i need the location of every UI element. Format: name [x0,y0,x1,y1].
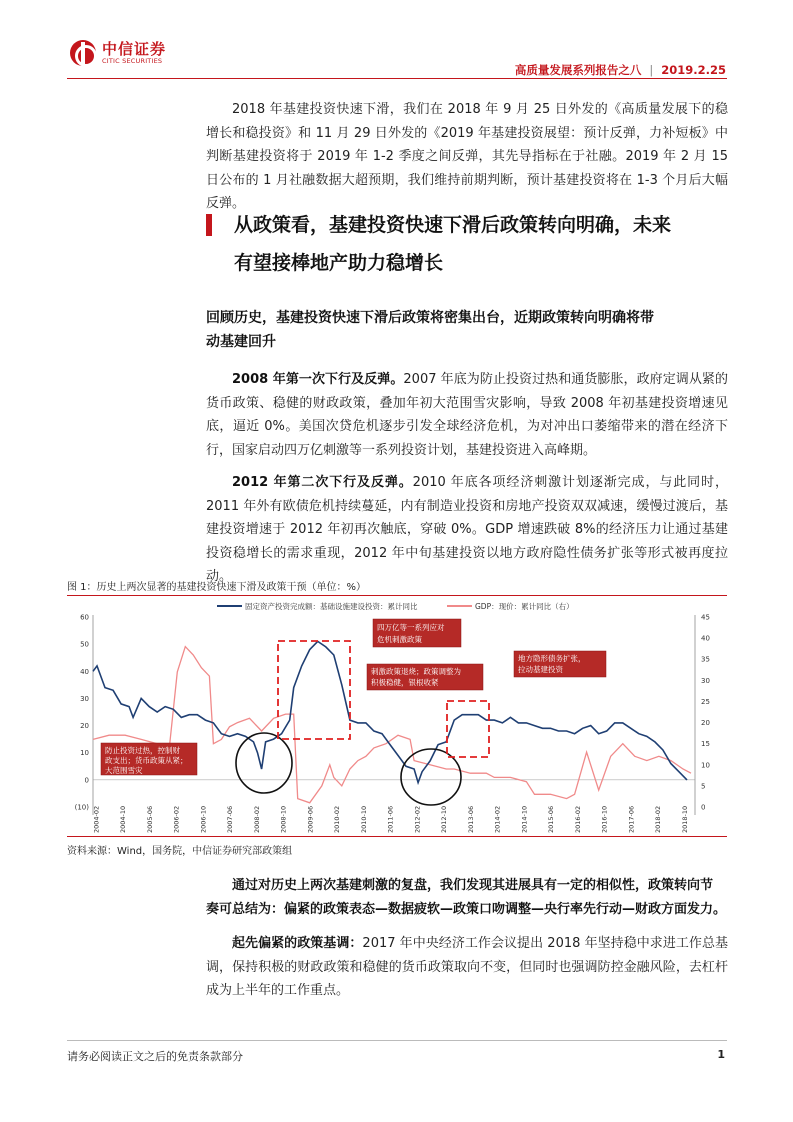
figure-top-rule [67,595,727,596]
paragraph-policy-tone-lead: 起先偏紧的政策基调： [232,936,363,951]
annotation-2011-line2: 积极稳健，银根收紧 [371,678,439,687]
x-axis-tick-label: 2014-10 [520,805,529,833]
left-axis-tick-label: 50 [80,640,89,649]
footer-divider [67,1040,727,1041]
paragraph-2008-lead: 2008 年第一次下行及反弹。 [232,372,404,387]
right-axis-tick-label: 20 [701,719,710,728]
left-axis-tick-label: 30 [80,694,89,703]
x-axis-tick-label: 2006-02 [172,805,181,833]
subheading [206,306,728,354]
right-axis-tick-label: 40 [701,634,710,643]
right-axis-tick-label: 30 [701,676,710,685]
x-axis-tick-label: 2010-10 [359,805,368,833]
annotation-2013-line1: 地方隐形债务扩张， [518,654,586,663]
x-axis-tick-label: 2017-06 [627,805,636,833]
right-axis-tick-label: 10 [701,761,710,770]
x-axis-tick-label: 2013-06 [466,805,475,833]
subheading-line2: 动基建回升 [206,334,276,350]
x-axis-tick-label: 2009-06 [306,805,315,833]
section-heading [206,206,736,282]
x-axis-tick-label: 2005-06 [145,805,154,833]
annotation-2013 [514,651,606,677]
annotation-2011-line1: 刺激政策退烧；政策调整为 [371,667,461,676]
left-axis-ticks [75,614,90,812]
left-axis-tick-label: 0 [84,776,89,785]
infrastructure-investment-chart [67,597,727,835]
legend-label-infra: 固定资产投资完成额：基础设施建设投资：累计同比 [245,602,418,611]
x-axis-tick-label: 2004-10 [119,805,128,833]
right-axis-ticks [701,614,710,812]
legend-label-gdp: GDP：现价：累计同比（右） [475,602,574,611]
x-axis-tick-label: 2016-10 [600,805,609,833]
paragraph-2012-lead: 2012 年第二次下行及反弹。 [232,475,413,490]
x-axis-tick-label: 2011-06 [386,805,395,833]
page-number: 1 [717,1048,725,1061]
header-divider [67,78,727,79]
highlight-box-2013 [447,701,489,757]
intro-paragraph: 2018 年基建投资快速下滑，我们在 2018 年 9 月 25 日外发的《高质量发展下的稳增长和稳投资》和 11 月 29 日外发的《2019 年基建投资展望：预计反弹，力补短板》中判断基建投资将于 2019 年 1-2 季度之间反弹，其先导指标在于社融。2019 年 2 月 15 日公布的 1 月社融数据大超预期，我们维持前期判断，预计基建投资将在 1-3 个月后大幅反弹。 [206,102,728,211]
paragraph-2012 [206,471,728,589]
annotation-2008-line3: 大范围雪灾 [105,766,143,775]
annotation-2009-line2: 危机刺激政策 [377,635,422,644]
right-axis-tick-label: 0 [701,803,706,812]
report-date: 2019.2.25 [661,63,726,77]
x-axis-tick-label: 2018-10 [680,805,689,833]
left-axis-tick-label: 20 [80,722,89,731]
annotation-2011 [367,664,483,690]
annotation-2008-line2: 政支出；货币政策从紧； [105,756,188,765]
paragraph-policy-tone [206,932,728,1003]
right-axis-tick-label: 25 [701,697,710,706]
figure-source: 资料来源：Wind，国务院，中信证券研究部政策组 [67,846,293,857]
footer-disclaimer: 请务必阅读正文之后的免责条款部分 [67,1050,243,1063]
annotation-2008 [101,743,197,775]
x-axis-tick-label: 2012-02 [413,805,422,833]
annotation-2013-line2: 拉动基建投资 [518,665,563,674]
right-axis-tick-label: 45 [701,613,710,622]
logo-cn-text: 中信证券 [102,40,167,58]
report-title: 高质量发展系列报告之八 [514,63,642,77]
header-separator: | [649,63,654,77]
x-axis-tick-label: 2014-02 [493,805,502,833]
x-axis-tick-label: 2010-02 [333,805,342,833]
left-axis-tick-label: (10) [74,803,89,812]
right-axis-tick-label: 35 [701,655,710,664]
citic-logo-icon [70,40,96,66]
figure-bottom-rule [67,836,727,837]
left-axis-tick-label: 40 [80,667,89,676]
annotation-2009 [373,619,461,647]
left-axis-tick-label: 60 [80,613,89,622]
x-axis-tick-label: 2008-10 [279,805,288,833]
conclusion-line2: 奏可总结为：偏紧的政策表态—数据疲软—政策口吻调整—央行率先行动—财政方面发力。 [206,901,727,917]
x-axis-ticks [92,806,689,833]
company-logo [70,40,166,66]
x-axis-tick-label: 2004-02 [92,805,101,833]
annotation-2009-line1: 四万亿等一系列应对 [377,623,445,632]
annotation-2008-line1: 防止投资过热，控制财 [105,746,180,755]
logo-en-text: CITIC SECURITIES [102,57,163,65]
subheading-line1: 回顾历史，基建投资快速下滑后政策将密集出台，近期政策转向明确将带 [206,310,654,326]
section-heading-line1: 从政策看，基建投资快速下滑后政策转向明确，未来 [234,214,672,236]
report-header [515,62,726,78]
highlight-circle-2008 [236,733,292,793]
x-axis-tick-label: 2008-02 [252,805,261,833]
conclusion-paragraph [206,874,728,921]
figure-title: 图 1：历史上两次显著的基建投资快速下滑及政策干预（单位：%） [67,582,367,593]
right-axis-tick-label: 5 [701,782,706,791]
right-axis-tick-label: 15 [701,740,710,749]
conclusion-line1: 通过对历史上两次基建刺激的复盘，我们发现其进展具有一定的相似性，政策转向节 [232,878,714,893]
highlight-box-2009 [278,641,350,739]
x-axis-tick-label: 2012-10 [440,805,449,833]
x-axis-tick-label: 2016-02 [573,805,582,833]
paragraph-2012-body: 2010 年底各项经济刺激计划逐渐完成，与此同时，2011 年外有欧债危机持续蔓延，内有制造业投资和房地产投资双双减速，缓慢过渡后，基建投资增速于 2012 年初再次触底，穿破 0%。GDP 增速跌破 8%的经济压力让通过基建投资稳增长的需求重现，2012 年中旬基建投资以地方政府隐性债务扩张等形式被再度拉动。 [206,475,728,584]
x-axis-tick-label: 2006-10 [199,805,208,833]
x-axis-tick-label: 2015-06 [547,805,556,833]
paragraph-2008-body: 2007 年底为防止投资过热和通货膨胀，政府定调从紧的货币政策、稳健的财政政策，叠加年初大范围雪灾影响，导致 2008 年初基建投资增速见底，逼近 0%。美国次贷危机逐步引发全球经济危机，为对冲出口萎缩带来的潜在经济下行，国家启动四万亿刺激等一系列投资计划，基建投资进入高峰期。 [206,372,728,458]
left-axis-tick-label: 10 [80,749,89,758]
paragraph-policy-tone-body: 2017 年中央经济工作会议提出 2018 年坚持稳中求进工作总基调，保持积极的财政政策和稳健的货币政策取向不变，但同时也强调防控金融风险，去杠杆成为上半年的工作重点。 [206,936,728,998]
section-heading-line2: 有望接棒地产助力稳增长 [234,252,444,274]
x-axis-tick-label: 2007-06 [226,805,235,833]
x-axis-tick-label: 2018-02 [654,805,663,833]
paragraph-2008 [206,368,728,462]
